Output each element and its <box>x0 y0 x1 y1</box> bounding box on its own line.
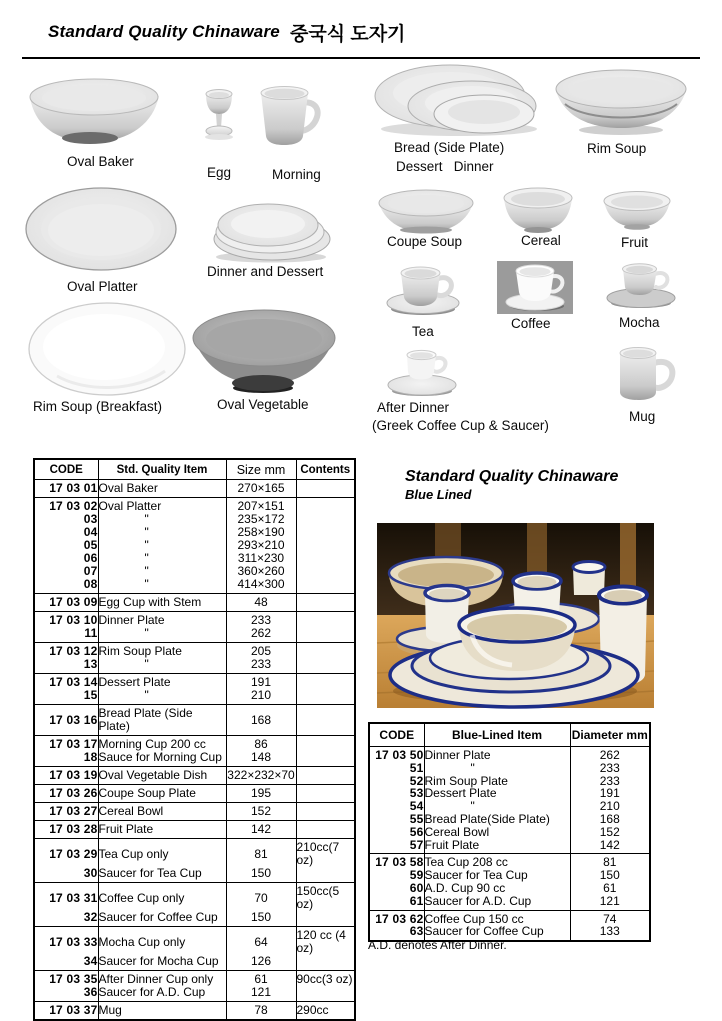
cell-item: Saucer for Mocha Cup <box>98 955 226 971</box>
cell-code: 17 03 35 <box>49 972 98 986</box>
table-row <box>34 705 355 736</box>
cell-cont <box>296 986 355 1002</box>
cell-item: " <box>98 552 226 565</box>
cell-code: 30 <box>83 866 98 880</box>
table-row <box>34 526 355 539</box>
cell-item: After Dinner Cup only <box>98 971 226 987</box>
table-row <box>34 986 355 1002</box>
table-row <box>34 627 355 643</box>
oval-baker-label: Oval Baker <box>67 154 134 169</box>
cell-size: 86 <box>226 736 296 752</box>
cell-cont <box>296 911 355 927</box>
mocha-cup-image <box>605 261 679 311</box>
rim-soup-breakfast-label: Rim Soup (Breakfast) <box>33 399 163 414</box>
cell-size: 126 <box>226 955 296 971</box>
cell-code: 54 <box>409 799 424 814</box>
mocha-label: Mocha <box>619 315 660 330</box>
cell-dia: 61 <box>570 882 650 895</box>
cell-size: 61 <box>226 971 296 987</box>
cereal-bowl-image <box>502 187 574 234</box>
cell-code: 17 03 01 <box>49 481 98 495</box>
rim-soup-label: Rim Soup <box>587 141 647 156</box>
table-row <box>34 883 355 912</box>
cell-item: Sauce for Morning Cup <box>98 751 226 767</box>
table-row <box>34 552 355 565</box>
cell-item: " <box>98 689 226 705</box>
table-row <box>34 911 355 927</box>
cell-item: Tea Cup only <box>98 839 226 868</box>
cell-code: 36 <box>83 985 98 999</box>
cell-size: 64 <box>226 927 296 956</box>
cell-code: 57 <box>409 837 424 852</box>
table-row <box>34 498 355 514</box>
ad-footnote: A.D. denotes After Dinner. <box>368 938 507 952</box>
col-header-contents: Contents <box>296 459 355 480</box>
cell-size: 152 <box>226 803 296 821</box>
cell-size: 205 <box>226 643 296 659</box>
cell-code: 17 03 58 <box>375 855 424 870</box>
table-group <box>34 971 355 1002</box>
dinner-dessert-plates-image <box>209 196 333 264</box>
table-group <box>34 1002 355 1021</box>
table-group <box>34 736 355 767</box>
cell-size: 233 <box>226 612 296 628</box>
cell-size: 148 <box>226 751 296 767</box>
cell-size: 121 <box>226 986 296 1002</box>
cell-dia: 233 <box>570 762 650 775</box>
cell-size: 150 <box>226 867 296 883</box>
mug-image <box>610 345 678 403</box>
cell-item: " <box>424 800 570 813</box>
cell-code: 17 03 50 <box>375 748 424 762</box>
oval-vegetable-label: Oval Vegetable <box>217 397 309 412</box>
cell-code: 59 <box>409 868 424 883</box>
cell-dia: 262 <box>570 747 650 762</box>
table-row <box>34 785 355 803</box>
cell-code: 17 03 29 <box>49 846 98 861</box>
table-row <box>34 1002 355 1021</box>
cell-item: " <box>98 539 226 552</box>
page-title-korean: 중국식 도자기 <box>290 24 406 45</box>
cell-cont <box>296 513 355 526</box>
cell-item: Dessert Plate <box>424 787 570 800</box>
oval-platter-image <box>25 186 178 272</box>
cell-cont <box>296 821 355 839</box>
cell-cont <box>296 612 355 628</box>
cereal-label: Cereal <box>521 233 561 248</box>
table-row <box>34 612 355 628</box>
cell-item: Mug <box>98 1002 226 1021</box>
cell-code: 17 03 10 <box>49 613 98 627</box>
oval-platter-label: Oval Platter <box>67 279 138 294</box>
cell-dia: 168 <box>570 813 650 826</box>
cell-code: 17 03 28 <box>49 822 98 836</box>
bread-dessert-dinner-plates-image <box>373 62 545 138</box>
cell-item: Oval Baker <box>98 480 226 498</box>
cell-code: 55 <box>409 811 424 826</box>
cell-size: 207×151 <box>226 498 296 514</box>
bread-side-plate-label: Bread (Side Plate) <box>394 140 505 155</box>
coffee-cup-image <box>497 261 573 314</box>
blue-section-title: Standard Quality Chinaware <box>405 468 619 485</box>
cell-item: " <box>98 513 226 526</box>
coupe-soup-label: Coupe Soup <box>387 234 463 249</box>
cell-item: " <box>98 565 226 578</box>
cell-code: 63 <box>409 924 424 939</box>
cell-cont <box>296 578 355 594</box>
table-row <box>34 565 355 578</box>
cell-size: 258×190 <box>226 526 296 539</box>
cell-item: Coupe Soup Plate <box>98 785 226 803</box>
table-row <box>369 826 650 839</box>
cell-cont <box>296 751 355 767</box>
cell-item: " <box>98 658 226 674</box>
cell-code: 17 03 33 <box>49 934 98 949</box>
table-row <box>34 578 355 594</box>
cell-cont <box>296 767 355 785</box>
table-row <box>34 736 355 752</box>
table-group <box>369 747 650 854</box>
table-row <box>34 513 355 526</box>
cell-item: Saucer for A.D. Cup <box>98 986 226 1002</box>
cell-size: 195 <box>226 785 296 803</box>
cell-cont <box>296 643 355 659</box>
col-header-code: CODE <box>379 728 415 742</box>
cell-size: 78 <box>226 1002 296 1021</box>
cell-size: 270×165 <box>226 480 296 498</box>
cell-size: 142 <box>226 821 296 839</box>
cell-item: " <box>424 762 570 775</box>
cell-size: 311×230 <box>226 552 296 565</box>
cell-item: Dinner Plate <box>98 612 226 628</box>
cell-code: 32 <box>83 910 98 924</box>
cell-dia: 121 <box>570 895 650 910</box>
cell-code: 17 03 02 <box>49 499 98 513</box>
cell-code: 03 <box>83 512 98 526</box>
cell-size: 191 <box>226 674 296 690</box>
cell-item: Saucer for A.D. Cup <box>424 895 570 910</box>
cell-dia: 142 <box>570 839 650 854</box>
cell-code: 06 <box>83 551 98 565</box>
cell-cont <box>296 565 355 578</box>
cell-code: 52 <box>409 773 424 788</box>
cell-code: 61 <box>409 893 424 908</box>
cell-cont <box>296 498 355 514</box>
cell-size: 235×172 <box>226 513 296 526</box>
tea-cup-image <box>385 261 465 317</box>
cell-cont: 90cc(3 oz) <box>296 971 355 987</box>
cell-dia: 152 <box>570 826 650 839</box>
table-group <box>34 927 355 971</box>
table-group <box>34 705 355 736</box>
cell-code: 17 03 27 <box>49 804 98 818</box>
cell-cont <box>296 480 355 498</box>
coupe-soup-bowl-image <box>377 189 476 235</box>
cell-size: 48 <box>226 594 296 612</box>
table-group <box>34 803 355 821</box>
cell-code: 60 <box>409 880 424 895</box>
table-row <box>369 854 650 869</box>
cell-code: 17 03 12 <box>49 644 98 658</box>
cell-cont <box>296 736 355 752</box>
cell-item: Saucer for Tea Cup <box>424 869 570 882</box>
cell-code: 04 <box>83 525 98 539</box>
table-group <box>34 821 355 839</box>
after-dinner-cup-image <box>386 346 462 398</box>
cell-code: 08 <box>83 577 98 591</box>
table-row <box>34 955 355 971</box>
header-rule <box>22 57 700 59</box>
table-row <box>34 643 355 659</box>
table-row <box>34 658 355 674</box>
cell-size: 70 <box>226 883 296 912</box>
table-group <box>34 785 355 803</box>
table-row <box>34 927 355 956</box>
table-row <box>34 839 355 868</box>
cell-code: 17 03 26 <box>49 786 98 800</box>
cell-cont <box>296 803 355 821</box>
mug-label: Mug <box>629 409 656 424</box>
cell-size: 150 <box>226 911 296 927</box>
cell-size: 293×210 <box>226 539 296 552</box>
table-group <box>34 498 355 594</box>
table-row <box>34 539 355 552</box>
cell-cont <box>296 689 355 705</box>
std-quality-table <box>33 458 356 1021</box>
cell-code: 34 <box>83 954 98 968</box>
oval-baker-image <box>28 78 162 148</box>
cell-item: Oval Platter <box>98 498 226 514</box>
cell-size: 322×232×70 <box>226 767 296 785</box>
egg-label: Egg <box>207 165 232 180</box>
col-header-diameter: Diameter mm <box>570 723 650 747</box>
cell-item: Fruit Plate <box>98 821 226 839</box>
cell-code: 17 03 14 <box>49 675 98 689</box>
table-group <box>34 480 355 498</box>
table-row <box>369 895 650 910</box>
dinner-and-dessert-label: Dinner and Dessert <box>207 264 324 279</box>
table-group <box>34 643 355 674</box>
cell-size: 414×300 <box>226 578 296 594</box>
cell-item: " <box>98 578 226 594</box>
cell-code: 13 <box>83 657 98 671</box>
cell-cont: 120 cc (4 oz) <box>296 927 355 956</box>
cell-code: 15 <box>83 688 98 702</box>
cell-item: Morning Cup 200 cc <box>98 736 226 752</box>
morning-cup-image <box>254 84 324 147</box>
table-row <box>369 762 650 775</box>
cell-item: Oval Vegetable Dish <box>98 767 226 785</box>
coffee-label: Coffee <box>511 316 551 331</box>
rim-soup-bowls-image <box>553 68 691 138</box>
cell-item: Egg Cup with Stem <box>98 594 226 612</box>
std-table-header <box>34 459 355 480</box>
col-header-code: CODE <box>49 463 83 476</box>
cell-cont: 210cc(7 oz) <box>296 839 355 868</box>
cell-code: 17 03 19 <box>49 768 98 782</box>
tea-label: Tea <box>412 324 434 339</box>
dessert-dinner-label: Dessert Dinner <box>396 159 494 174</box>
cell-dia: 74 <box>570 910 650 925</box>
cell-size: 168 <box>226 705 296 736</box>
page-title: Standard Quality Chinaware <box>48 22 280 41</box>
blue-lined-table <box>368 722 651 942</box>
cell-size: 360×260 <box>226 565 296 578</box>
blue-lined-chinaware-photo-image <box>377 523 654 708</box>
cell-item: " <box>98 627 226 643</box>
cell-size: 81 <box>226 839 296 868</box>
table-row <box>34 751 355 767</box>
cell-item: Saucer for Coffee Cup <box>98 911 226 927</box>
cell-item: Tea Cup 208 cc <box>424 854 570 869</box>
cell-code: 17 03 62 <box>375 911 424 926</box>
table-row <box>34 594 355 612</box>
cell-dia: 133 <box>570 925 650 941</box>
cell-item: A.D. Cup 90 cc <box>424 882 570 895</box>
blue-table-header <box>369 723 650 747</box>
table-row <box>34 867 355 883</box>
col-header-size: Size mm <box>226 459 296 480</box>
table-row <box>369 839 650 854</box>
fruit-label: Fruit <box>621 235 648 250</box>
cell-cont <box>296 674 355 690</box>
cell-cont <box>296 526 355 539</box>
table-row <box>369 910 650 925</box>
table-group <box>34 767 355 785</box>
cell-cont: 290cc <box>296 1002 355 1021</box>
table-row <box>34 674 355 690</box>
cell-code: 17 03 17 <box>49 737 98 751</box>
cell-item: Fruit Plate <box>424 839 570 854</box>
cell-cont <box>296 539 355 552</box>
cell-code: 05 <box>83 538 98 552</box>
cell-dia: 210 <box>570 800 650 813</box>
table-group <box>34 674 355 705</box>
cell-item: Coffee Cup 150 cc <box>424 910 570 925</box>
cell-cont <box>296 552 355 565</box>
cell-item: Dessert Plate <box>98 674 226 690</box>
table-group <box>34 883 355 927</box>
morning-label: Morning <box>272 167 321 182</box>
cell-dia: 191 <box>570 787 650 800</box>
table-row <box>369 882 650 895</box>
cell-cont <box>296 955 355 971</box>
cell-code: 17 03 16 <box>49 712 98 727</box>
table-group <box>369 910 650 941</box>
greek-coffee-cup-label: (Greek Coffee Cup & Saucer) <box>372 418 549 433</box>
cell-cont: 150cc(5 oz) <box>296 883 355 912</box>
cell-code: 17 03 37 <box>49 1003 98 1017</box>
cell-size: 233 <box>226 658 296 674</box>
table-row <box>369 813 650 826</box>
table-group <box>369 854 650 910</box>
cell-code: 53 <box>409 786 424 801</box>
cell-dia: 81 <box>570 854 650 869</box>
rim-soup-breakfast-plate-image <box>27 301 187 398</box>
cell-code: 17 03 31 <box>49 890 98 905</box>
cell-code: 17 03 09 <box>49 595 98 609</box>
cell-code: 51 <box>409 760 424 775</box>
table-row <box>34 821 355 839</box>
table-group <box>34 612 355 643</box>
cell-item: Coffee Cup only <box>98 883 226 912</box>
cell-code: 56 <box>409 824 424 839</box>
cell-item: Bread Plate (Side Plate) <box>98 705 226 736</box>
fruit-bowl-image <box>602 191 673 231</box>
blue-lined-photo <box>377 523 654 708</box>
cell-item: Saucer for Tea Cup <box>98 867 226 883</box>
col-header-item: Std. Quality Item <box>98 459 226 480</box>
cell-item: Dinner Plate <box>424 747 570 762</box>
table-group <box>34 839 355 883</box>
cell-cont <box>296 785 355 803</box>
cell-cont <box>296 594 355 612</box>
table-row <box>34 480 355 498</box>
cell-item: Cereal Bowl <box>98 803 226 821</box>
blue-section-subtitle: Blue Lined <box>405 487 472 502</box>
table-row <box>34 971 355 987</box>
table-row <box>34 803 355 821</box>
table-row <box>34 689 355 705</box>
cell-item: Saucer for Coffee Cup <box>424 925 570 941</box>
cell-cont <box>296 705 355 736</box>
cell-item: Rim Soup Plate <box>424 775 570 788</box>
col-header-item: Blue-Lined Item <box>424 723 570 747</box>
cell-item: Bread Plate(Side Plate) <box>424 813 570 826</box>
table-row <box>369 747 650 762</box>
cell-dia: 233 <box>570 775 650 788</box>
table-group <box>34 594 355 612</box>
cell-item: Mocha Cup only <box>98 927 226 956</box>
table-row <box>34 767 355 785</box>
cell-code: 18 <box>83 750 98 764</box>
egg-cup-image <box>200 84 238 146</box>
cell-code: 11 <box>84 626 98 640</box>
cell-dia: 150 <box>570 869 650 882</box>
cell-cont <box>296 658 355 674</box>
cell-cont <box>296 627 355 643</box>
after-dinner-label: After Dinner <box>377 400 450 415</box>
cell-item: Cereal Bowl <box>424 826 570 839</box>
cell-item: Rim Soup Plate <box>98 643 226 659</box>
cell-item: " <box>98 526 226 539</box>
cell-code: 07 <box>83 564 98 578</box>
oval-vegetable-dish-image <box>191 308 338 396</box>
cell-size: 210 <box>226 689 296 705</box>
cell-cont <box>296 867 355 883</box>
cell-size: 262 <box>226 627 296 643</box>
